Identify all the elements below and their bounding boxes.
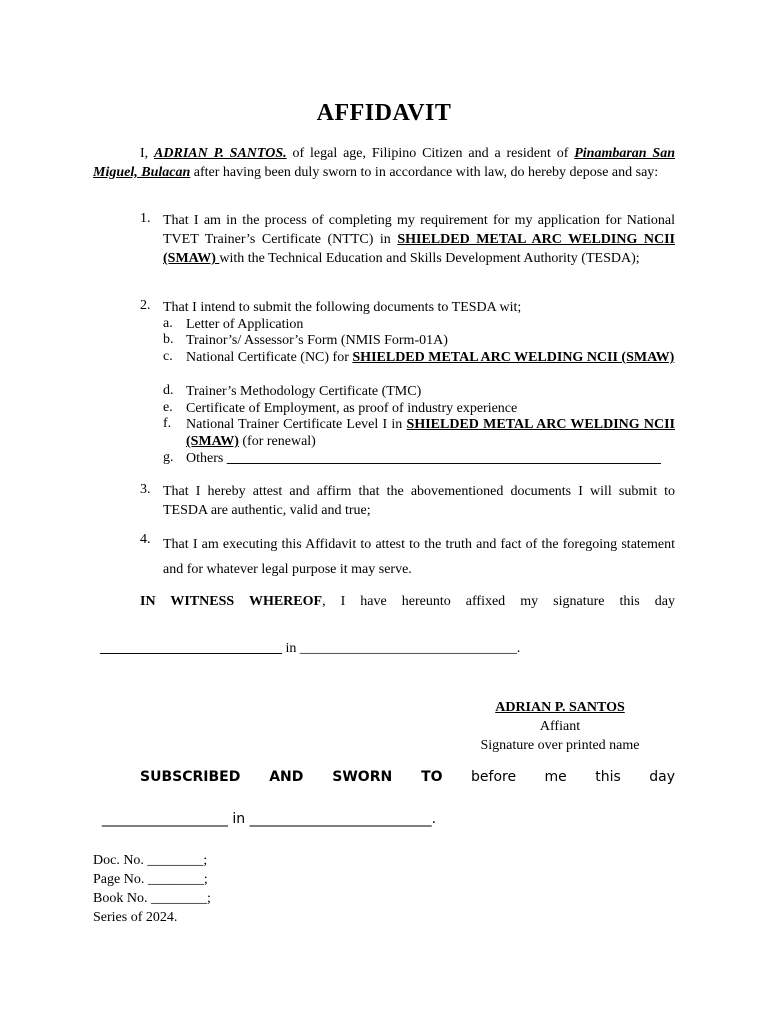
subscribed-blanks — [93, 795, 436, 827]
list-text: Trainer’s Methodology Certificate (TMC) — [186, 384, 422, 399]
residence: Pinambaran San Miguel, Bulacan — [93, 146, 676, 180]
list-text — [186, 416, 675, 450]
item-1-text-b: with the Technical Education and Skills Development Authority (TESDA); — [219, 251, 640, 266]
signature-role: Affiant — [539, 719, 581, 734]
item-text: That I intend to submit the following documents to TESDA wit; — [163, 300, 522, 315]
list-letter: f. — [163, 416, 172, 431]
doc-number: Doc. No. ________; — [93, 853, 208, 868]
item-number: 1. — [140, 211, 151, 226]
list-text: Certificate of Employment, as proof of industry experience — [186, 401, 518, 416]
item-number: 2. — [140, 298, 151, 313]
others-blank: ______________________________________________________________ — [226, 451, 661, 466]
witness-in: in — [282, 641, 300, 656]
affiant-name: ADRIAN P. SANTOS. — [154, 146, 287, 161]
intro-paragraph — [93, 144, 675, 182]
list-letter: g. — [163, 450, 174, 465]
item-number: 4. — [140, 532, 151, 547]
subscribed-place-blank: __________________________. — [249, 811, 437, 827]
list-text-plain: National Trainer Certificate Level I in — [186, 417, 407, 432]
item-text: That I am executing this Affidavit to attest to the truth and fact of the foregoing statement and for whatever legal purpose it may serve. — [163, 537, 675, 577]
list-text — [186, 349, 675, 366]
list-text: Trainor’s/ Assessor’s Form (NMIS Form-01A) — [186, 333, 448, 348]
item-1-bold: SHIELDED METAL ARC WELDING NCII (SMAW) — [163, 232, 675, 266]
date-blank: __________________________ — [100, 641, 282, 656]
list-letter: d. — [163, 383, 174, 398]
intro-text-3: after having been duly sworn to in accordance with law, do hereby depose and say: — [190, 165, 659, 180]
subscribed-date-blank: __________________ — [101, 811, 228, 827]
signature-block — [440, 698, 680, 755]
item-1 — [140, 211, 675, 268]
witness-bold: IN WITNESS WHEREOF — [140, 594, 323, 609]
witness-blanks — [93, 625, 520, 657]
document-list-item — [163, 349, 675, 366]
item-3 — [140, 482, 675, 520]
list-letter: b. — [163, 332, 174, 347]
list-text — [186, 450, 675, 467]
item-4 — [140, 532, 675, 582]
signature-name: ADRIAN P. SANTOS — [495, 700, 625, 715]
list-text-bold: SHIELDED METAL ARC WELDING NCII (SMAW) — [186, 417, 675, 449]
intro-text-1: I, — [140, 146, 155, 161]
list-text: Letter of Application — [186, 317, 304, 332]
item-1-text-a: That I am in the process of completing my requirement for my application for National TVET Trainer’s Certificate (NTTC) in — [163, 213, 675, 247]
item-text — [163, 211, 675, 268]
intro-text-2: of legal age, Filipino Citizen and a resident of — [286, 146, 575, 161]
list-text-bold: SHIELDED METAL ARC WELDING NCII (SMAW) — [352, 350, 675, 365]
subscribed-bold: SUBSCRIBED AND SWORN TO — [140, 769, 443, 785]
document-title: AFFIDAVIT — [316, 100, 452, 126]
witness-line — [93, 592, 675, 611]
item-2 — [140, 298, 675, 317]
page-number: Page No. ________; — [93, 872, 208, 887]
document-list-item — [163, 450, 675, 467]
witness-text: , I have hereunto affixed my signature this day — [322, 594, 675, 609]
list-letter: c. — [163, 349, 173, 364]
subscribed-text: before me this day — [442, 769, 676, 785]
notary-block — [93, 851, 211, 927]
document-list-item — [163, 400, 675, 417]
list-text-plain: National Certificate (NC) for — [186, 350, 353, 365]
item-text: That I hereby attest and affirm that the abovementioned documents I will submit to TESDA are authentic, valid and true; — [163, 484, 675, 518]
document-list-item — [163, 332, 675, 349]
signature-caption: Signature over printed name — [480, 738, 640, 753]
series-year: Series of 2024. — [93, 910, 178, 925]
list-text-plain: Others — [186, 451, 227, 466]
list-letter: e. — [163, 400, 173, 415]
subscribed-line — [93, 769, 675, 785]
document-list-item — [163, 416, 675, 450]
list-letter: a. — [163, 316, 173, 331]
list-text-after: (for renewal) — [238, 434, 316, 449]
subscribed-in: in — [227, 811, 250, 827]
item-number: 3. — [140, 482, 151, 497]
book-number: Book No. ________; — [93, 891, 211, 906]
document-list-item — [163, 316, 675, 333]
place-blank: _______________________________. — [299, 641, 521, 656]
document-list-item — [163, 383, 675, 400]
